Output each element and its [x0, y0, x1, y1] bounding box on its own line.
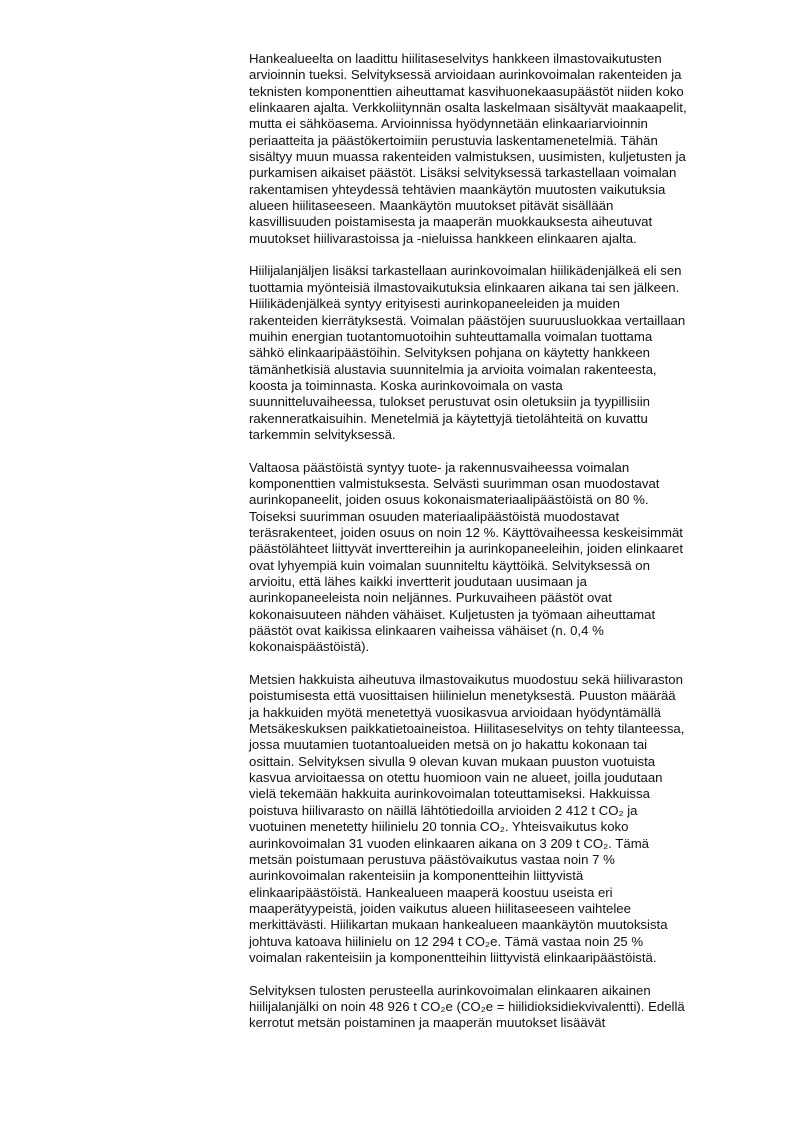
text-line: mutta ei sähköasema. Arvioinnissa hyödynnetään elinkaariarvioinnin	[249, 116, 648, 132]
text-line: teknisten komponenttien aiheuttamat kasvihuonekaasupäästöt niiden koko	[249, 83, 684, 99]
text-line: alueen hiilitaseeseen. Maankäytön muutokset pitävät sisällään	[249, 198, 614, 214]
paragraph-carbon-balance-study	[249, 51, 739, 247]
text-line: sähkö elinkaaripäästöihin. Selvityksen pohjana on käytetty hankkeen	[249, 345, 651, 361]
text-line: arvioitu, että lähes kaikki invertterit joudutaan uusimaan ja	[249, 574, 587, 589]
text-line: Metsäkeskuksen paikkatietoaineistoa. Hiilitaseselvitys on tehty tilanteessa,	[249, 721, 685, 737]
text-line: aurinkopaneeleista noin neljännes. Purkuvaiheen päästöt ovat	[249, 590, 612, 606]
text-line: merkittävästi. Hiilikartan mukaan hankealueen maankäytön muutoksista	[249, 917, 668, 933]
text-line: aurinkopaneelit, joiden osuus kokonaismateriaalipäästöistä on 80 %.	[249, 492, 649, 508]
text-line: osittain. Selvityksen sivulla 9 olevan kuvan mukaan puuston vuotuista	[249, 753, 656, 769]
text-line: kasvillisuuden poistamisesta ja maaperän muokkauksesta aiheutuvat	[249, 214, 653, 230]
text-line: koosta ja toiminnasta. Koska aurinkovoimala on vasta	[249, 377, 563, 393]
text-line: Selvityksen tulosten perusteella aurinkovoimalan elinkaaren aikainen	[249, 982, 651, 998]
text-line: maaperätyypeistä, joiden vaikutus alueen hiilitaseeseen vaihtelee	[249, 900, 631, 916]
text-line: rakenteiden kierrätyksestä. Voimalan päästöjen suuruusluokkaa vertaillaan	[249, 312, 686, 328]
text-line: komponenttien valmistuksesta. Selvästi suurimman osan muodostavat	[249, 475, 660, 491]
paragraph-conclusion	[249, 983, 739, 1032]
text-line: päästöt ovat kaikissa elinkaaren vaiheissa vähäiset (n. 0,4 %	[249, 623, 604, 639]
text-line: poistumisesta että vuosittaisen hiilinielun menetyksestä. Puuston määrää	[249, 688, 676, 704]
text-line: Metsien hakkuista aiheutuva ilmastovaikutus muodostuu sekä hiilivaraston	[249, 672, 683, 688]
paragraph-carbon-handprint	[249, 263, 739, 443]
text-line: elinkaaren ajalta. Verkkoliitynnän osalta laskelmaan sisältyvät maakaapelit,	[249, 100, 687, 116]
document-page	[249, 51, 739, 1048]
text-line: rakentamisen yhteydessä tehtävien maankäytön muutosten vaikutuksia	[249, 181, 666, 197]
text-line: aurinkovoimalan rakenteisiin ja komponentteihin liittyvistä	[249, 868, 584, 884]
text-line: hiilijalanjälki on noin 48 926 t CO₂e (CO₂e = hiilidioksidiekvivalentti). Edellä	[249, 998, 685, 1014]
text-line: tämänhetkisiä alustavia suunnitelmia ja arvioita voimalan rakenteesta,	[249, 361, 657, 377]
text-line: päästölähteet liittyvät inverttereihin ja aurinkopaneeleihin, joiden elinkaaret	[249, 541, 683, 557]
text-line: Valtaosa päästöistä syntyy tuote- ja rakennusvaiheessa voimalan	[249, 459, 630, 475]
text-line: vuotuinen menetetty hiilinielu 20 tonnia CO₂. Yhteisvaikutus koko	[249, 819, 629, 835]
text-line: teräsrakenteet, joiden osuus on noin 12 %. Käyttövaiheessa keskeisimmät	[249, 524, 683, 540]
text-line: Hiilikädenjälkeä syntyy erityisesti aurinkopaneeleiden ja muiden	[249, 296, 620, 312]
text-line: tuottamia myönteisiä ilmastovaikutuksia elinkaaren aikana tai sen jälkeen.	[249, 279, 680, 295]
text-line: tarkemmin selvityksessä.	[249, 426, 396, 442]
text-line: muihin energian tuotantomuotoihin suhteuttamalla voimalan tuottama	[249, 328, 653, 344]
text-line: jossa muutamien tuotantoalueiden metsä on jo hakattu kokonaan tai	[249, 737, 648, 753]
text-line: muutokset hiilivarastoissa ja -nieluissa hankkeen elinkaaren ajalta.	[249, 230, 637, 246]
text-line: arvioinnin tueksi. Selvityksessä arvioidaan aurinkovoimalan rakenteiden ja	[249, 67, 682, 83]
text-line: vielä tekemään hakkuita aurinkovoimalan toteuttamiseksi. Hakkuissa	[249, 786, 650, 802]
text-line: elinkaaripäästöistä. Hankealueen maaperä koostuu useista eri	[249, 884, 613, 900]
text-line: kerrotut metsän poistaminen ja maaperän muutokset lisäävät	[249, 1015, 606, 1031]
text-line: Toiseksi suurimman osuuden materiaalipäästöistä muodostavat	[249, 508, 620, 524]
text-line: purkamisen aikaiset päästöt. Lisäksi selvityksessä tarkastellaan voimalan	[249, 165, 677, 181]
text-line: periaatteita ja päästökertoimiin perustuvia laskentamenetelmiä. Tähän	[249, 132, 658, 148]
text-line: kokonaispäästöistä).	[249, 639, 370, 655]
text-line: rakenneratkaisuihin. Menetelmiä ja käytettyjä tietolähteitä on kuvattu	[249, 410, 648, 426]
text-line: johtuva katoava hiilinielu on 12 294 t CO₂e. Tämä vastaa noin 25 %	[249, 933, 644, 949]
text-line: sisältyy muun muassa rakenteiden valmistuksen, uusimisten, kuljetusten ja	[249, 149, 686, 165]
text-line: kokonaisuuteen nähden vähäiset. Kuljetusten ja työmaan aiheuttamat	[249, 606, 656, 622]
text-line: kasvua arvioitaessa on otettu huomioon vain ne alueet, joilla joudutaan	[249, 770, 663, 786]
text-line: aurinkovoimalan 31 vuoden elinkaaren aikana on 3 209 t CO₂. Tämä	[249, 835, 650, 851]
text-line: Hiilijalanjäljen lisäksi tarkastellaan aurinkovoimalan hiilikädenjälkeä eli sen	[249, 263, 682, 279]
text-line: ja hakkuiden myötä menetettyä vuosikasvua arvioidaan hyödyntämällä	[249, 704, 661, 720]
text-line: Hankealueelta on laadittu hiilitaseselvitys hankkeen ilmastovaikutusten	[249, 51, 662, 66]
paragraph-emission-sources	[249, 460, 739, 656]
paragraph-forest-clearing	[249, 672, 739, 966]
text-line: suunnitteluvaiheessa, tulokset perustuvat osin oletuksiin ja tyypillisiin	[249, 394, 650, 410]
text-line: poistuva hiilivarasto on näillä lähtötiedoilla arvioiden 2 412 t CO₂ ja	[249, 802, 638, 818]
text-line: metsän poistumaan perustuva päästövaikutus vastaa noin 7 %	[249, 851, 615, 867]
text-line: ovat lyhyempiä kuin voimalan suunniteltu käyttöikä. Selvityksessä on	[249, 557, 650, 573]
text-line: voimalan rakenteisiin ja komponentteihin liittyvistä elinkaaripäästöistä.	[249, 949, 657, 965]
